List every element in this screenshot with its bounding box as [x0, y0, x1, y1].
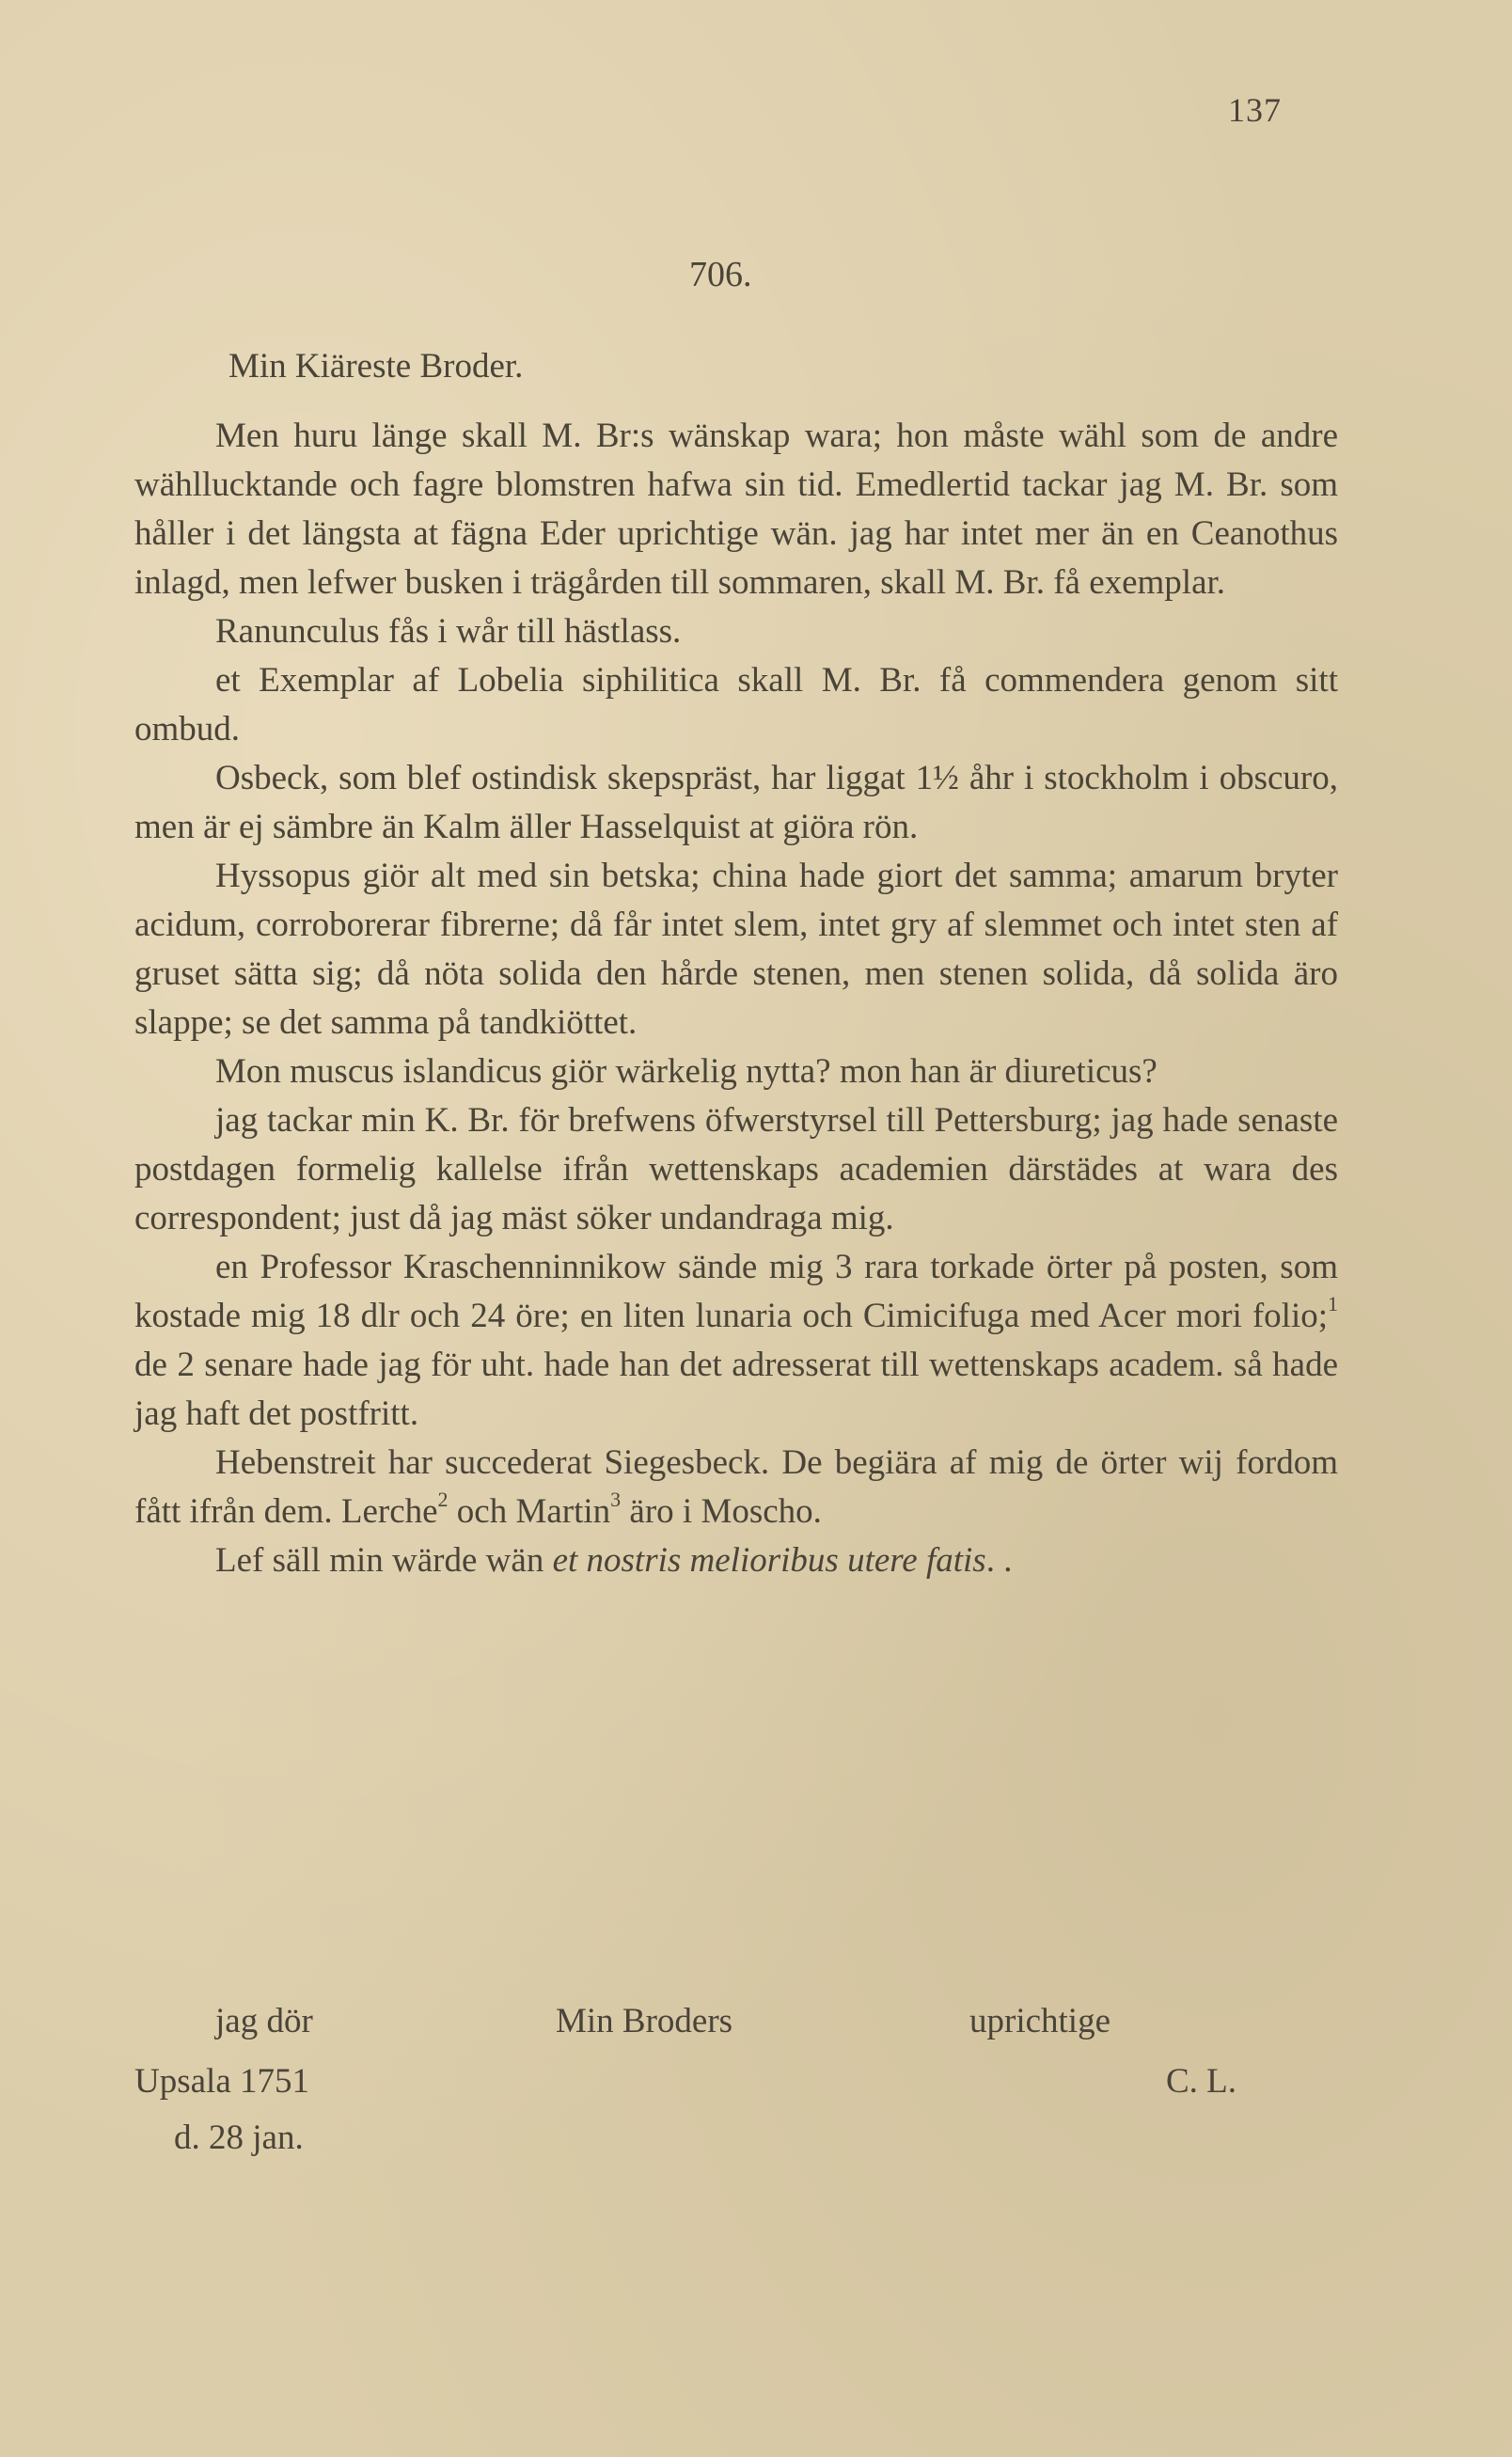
signature-date: d. 28 jan.	[174, 2118, 304, 2157]
closing-prefix: Lef säll min wärde wän	[215, 1541, 553, 1580]
signature-uprichtige: uprichtige	[969, 2002, 1111, 2040]
paragraph: jag tackar min K. Br. för brefwens öfwerstyrsel till Pettersburg; jag hade senaste postdagen formelig kallelse ifrån wettenskaps academien därstädes at wara des correspondent; just då jag mäst söker undandraga mig.	[134, 1101, 1338, 1237]
paragraph: Men huru länge skall M. Br:s wänskap wara; hon måste wähl som de andre wähllucktande och fagre blomstren hafwa sin tid. Emedlertid tackar jag M. Br. som håller i det längsta at fägna Eder uprichtige wän. jag har intet mer än en Ceanothus inlagd, men lefwer busken i trägården till sommaren, skall M. Br. få exemplar.	[134, 417, 1338, 602]
paragraph-text: äro i Moscho.	[621, 1492, 822, 1531]
footnote-marker: 3	[610, 1487, 622, 1511]
page-number: 137	[1228, 91, 1282, 129]
paragraph-text: och Martin	[448, 1492, 611, 1531]
signature-row-1	[134, 2001, 1338, 2050]
footnote-marker: 1	[1328, 1291, 1338, 1315]
signature-row-3	[134, 2118, 1338, 2166]
footnote-marker: 2	[437, 1487, 449, 1511]
paragraph: Mon muscus islandicus giör wärkelig nytta? mon han är diureticus?	[215, 1052, 1158, 1091]
paragraph-text: Hebenstreit har succederat Siegesbeck. De begiära af mig de örter wij fordom fått ifrån dem. Lerche	[134, 1443, 1338, 1531]
paragraph-text: en Professor Kraschenninnikow sände mig 3 rara torkade örter på posten, som kostade mig 18 dlr och 24 öre; en liten lunaria och Cimicifuga med Acer mori folio;	[134, 1248, 1338, 1335]
paragraph: Osbeck, som blef ostindisk skepspräst, har liggat 1½ åhr i stockholm i obscuro, men är ej sämbre än Kalm äller Hasselquist at giöra rön.	[134, 759, 1338, 846]
signature-place-year: Upsala 1751	[134, 2062, 309, 2101]
paragraph-hebenstreit	[134, 1439, 1338, 1536]
paragraph: et Exemplar af Lobelia siphilitica skall M. Br. få commendera genom sitt ombud.	[134, 661, 1338, 748]
signature-min-broders: Min Broders	[556, 2002, 733, 2040]
signature-initials: C. L.	[1166, 2062, 1237, 2101]
letter-body	[134, 412, 1338, 1585]
paragraph-professor	[134, 1243, 1338, 1439]
closing-latin-phrase: et nostris melioribus utere fatis	[552, 1541, 986, 1580]
closing-suffix: . .	[985, 1541, 1013, 1580]
paragraph: Ranunculus fås i wår till hästlass.	[215, 612, 682, 651]
signature-row-2	[134, 2061, 1338, 2110]
paragraph-text: de 2 senare hade jag för uht. hade han det adresserat till wettenskaps academ. så hade jag haft det postfritt.	[134, 1346, 1338, 1433]
letter-number: 706.	[689, 255, 752, 294]
signature-jag-dor: jag dör	[215, 2002, 313, 2040]
closing-line	[134, 1536, 1338, 1585]
paragraph: Hyssopus giör alt med sin betska; china hade giort det samma; amarum bryter acidum, corroborerar fibrerne; då får intet slem, intet gry af slemmet och intet sten af gruset sätta sig; då nöta solida den hårde stenen, men stenen solida, då solida äro slappe; se det samma på tandkiöttet.	[134, 857, 1338, 1042]
salutation: Min Kiäreste Broder.	[228, 347, 524, 386]
